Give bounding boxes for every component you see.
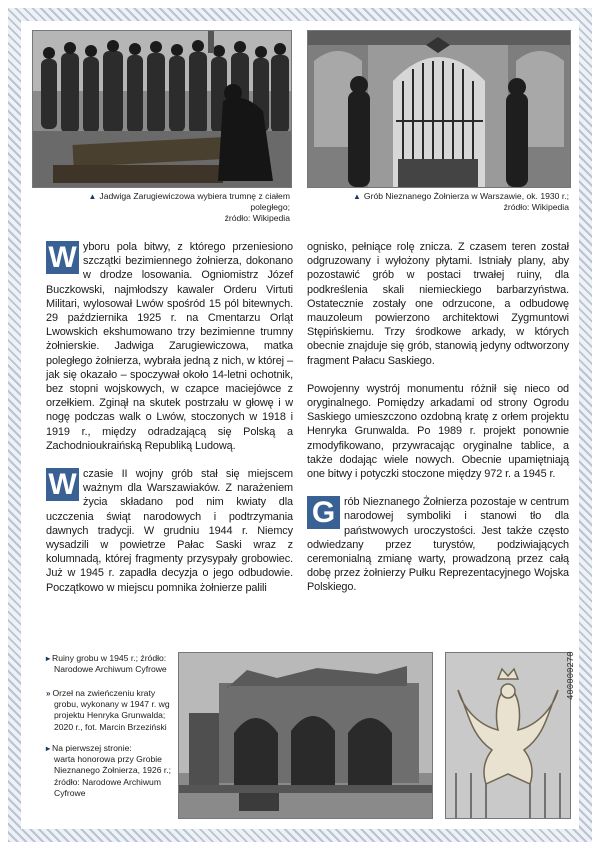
caption-eagle (46, 688, 172, 733)
paragraph-3: ognisko, pełniące rolę znicza. Z czasem teren został odgruzowany i wyłożony płytami. Istniały plany, aby pozostawić grób w postaci trwałej ruiny, dla podkreślenia skali niemieckiego barbarzyństwa. Ostatecznie zostały one odrzucone, a odbudowę mauzoleum powierzono architektowi Zygmuntowi Stępińskiemu. Trzy środkowe arkady, w których obecnie znajduje się grób, stanowią jedyny odtworzony fragment Pałacu Saskiego. (307, 241, 569, 367)
paragraph-text: rób Nieznanego Żołnierza pozostaje w centrum narodowej symboliki i stanowi tło dla państwowych uroczystości. Jest także często odwiedzany przez turystów, podziwiających ceremonialną zmianę warty, prowadzoną przez całą dobę przez żołnierzy Pułku Reprezentacyjnego Wojska Polskiego. (307, 496, 569, 594)
drop-cap: W (46, 468, 79, 501)
caption-line: projektu Henryka Grunwalda; (54, 710, 166, 721)
caption-line: Cyfrowe (54, 787, 86, 798)
photo-tomb-1930 (307, 30, 571, 188)
caption-line: Jadwiga Zarugiewiczowa wybiera trumnę z ciałem poległego; (99, 191, 290, 212)
paragraph-1 (46, 240, 293, 453)
paragraph-text: yboru pola bitwy, z którego przeniesiono szczątki bezimiennego żołnierza, dokonano w drodze losowania. Ogniomistrz Józef Buczkowski, najmłodszy kawaler Orderu Virtuti Militari, wylosował Lwów spośród 15 pól bitewnych. 29 października 1925 r. na Cmentarzu Orląt Lwowskich ekshumowano trzy bezimienne trumny żołnierskie. Jadwiga Zarugiewiczowa, matka poległego żołnierza, wybrała jedną z nich, w której – jak się okazało – spoczywał około 14-letni ochotnik, bez stopni wojskowych, w czapce maciejówce z orzełkiem. Zginął na skutek postrzału w głowę i w nogę podczas walk o Lwów, stoczonych w 1918 i 1919 r., między odradzającą się Polską a Zachodnioukraińską Republiką Ludową. (46, 241, 293, 452)
triangle-up-icon: ▲ (353, 192, 361, 201)
caption-line: Ruiny grobu w 1945 r.; źródło: (52, 653, 167, 663)
caption-source: źródło: Wikipedia (503, 202, 569, 212)
caption-line: Narodowe Archiwum Cyfrowe (54, 664, 167, 675)
caption-ruins (46, 653, 172, 675)
text-column-right (307, 240, 569, 609)
triangle-right-icon: ▸ (46, 654, 51, 663)
paragraph-5 (307, 495, 569, 594)
text-column-left (46, 240, 293, 609)
caption-line: Na pierwszej stronie: (52, 743, 132, 753)
triangle-right-icon: ▸ (46, 744, 51, 753)
drop-cap: G (307, 496, 340, 529)
triangle-up-icon: ▲ (88, 192, 97, 201)
caption-line: Grób Nieznanego Żołnierza w Warszawie, ok. 1930 r.; (363, 191, 569, 201)
caption-first-page (46, 743, 172, 799)
caption-top-right (320, 191, 569, 213)
caption-line: Orzeł na zwieńczeniu kraty (52, 688, 156, 698)
photo-coffin-selection (32, 30, 292, 188)
photo-eagle-2020 (445, 652, 571, 819)
caption-line: warta honorowa przy Grobie (54, 754, 162, 765)
paragraph-4: Powojenny wystrój monumentu różnił się nieco od oryginalnego. Pomiędzy arkadami od strony Ogrodu Saskiego umieszczono ozdobną kratę z orłem projektu Henryka Grunwalda. Po 1989 r. projekt ponownie zmodyfikowano, przywracając oryginalne tablice, a także dodając wiele nowych. Obecnie upamiętniają one bitwy i potyczki stoczone między 972 r. a 1945 r. (307, 382, 569, 481)
caption-line: źródło: Narodowe Archiwum (54, 776, 161, 787)
caption-line: Nieznanego Żołnierza, 1926 r.; (54, 765, 172, 776)
caption-top-left (66, 191, 290, 224)
double-chevron-right-icon: » (46, 689, 51, 698)
drop-cap: W (46, 241, 79, 274)
paragraph-2 (46, 467, 293, 595)
photo-ruins-1945 (178, 652, 433, 819)
caption-source: źródło: Wikipedia (224, 213, 290, 223)
paragraph-text: czasie II wojny grób stał się miejscem ważnym dla Warszawiaków. Z narażeniem życia składano pod nim kwiaty dla uczczenia świąt narodowych i podtrzymania dawnych tradycji. W grudniu 1944 r. Niemcy wysadzili w powietrze Pałac Saski wraz z kolumnadą, której fragmenty przysypały grobowiec. Już w 1945 r. zapadła decyzja o jego odbudowie. Początkowo w miejscu pomnika żołnierze palili (46, 468, 293, 594)
serial-number: 400000270 (566, 651, 576, 700)
caption-line: 2020 r., fot. Marcin Brzeziński (54, 721, 167, 732)
caption-line: grobu, wykonany w 1947 r. wg (54, 699, 170, 710)
